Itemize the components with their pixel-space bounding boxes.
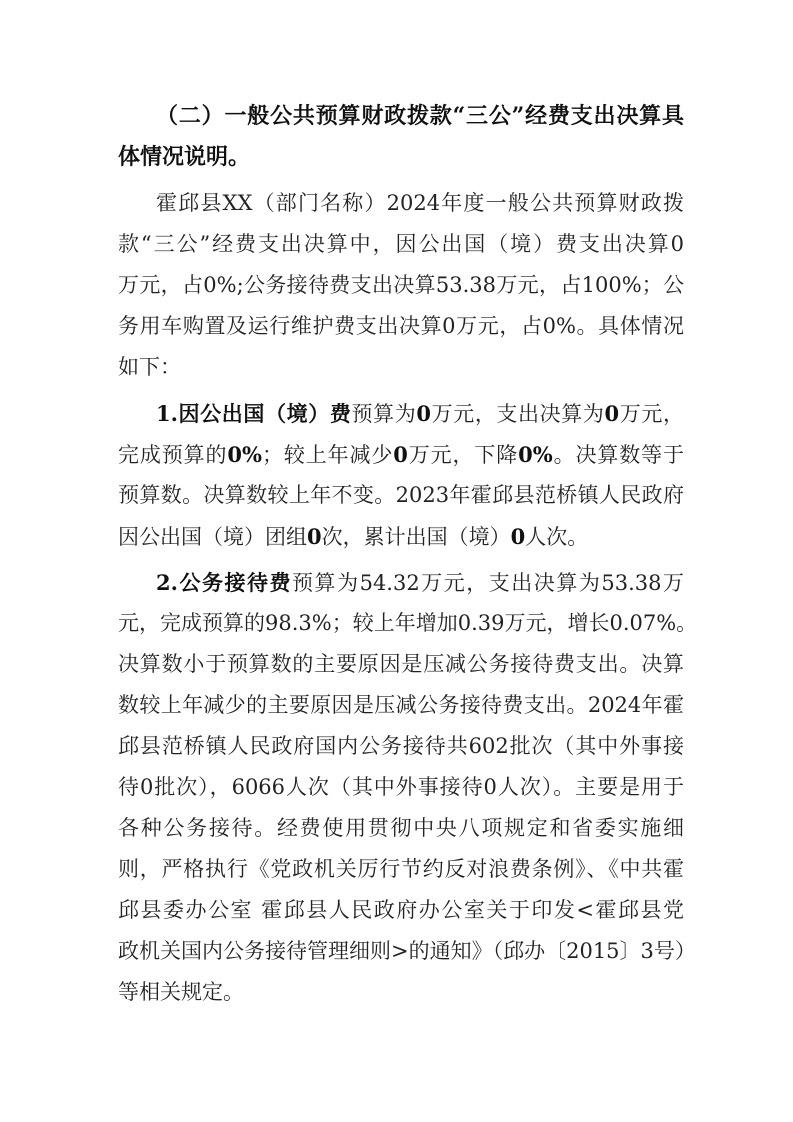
text-line bbox=[118, 306, 684, 347]
text: 预算数。决算数较上年不变。2023年霍邱县范桥镇人民政府 bbox=[118, 483, 684, 507]
text-line bbox=[118, 393, 684, 434]
text-line bbox=[118, 849, 684, 890]
bold-text: 0% bbox=[518, 442, 553, 467]
text: 决算数小于预算数的主要原因是压减公务接待费支出。决算 bbox=[118, 652, 684, 676]
text: 霍邱县XX（部门名称）2024年度一般公共预算财政拨 bbox=[156, 191, 684, 215]
text-line bbox=[118, 224, 684, 265]
text: 邱县委办公室 霍邱县人民政府办公室关于印发<霍邱县党 bbox=[118, 898, 684, 922]
text-line bbox=[118, 475, 684, 516]
paragraph bbox=[118, 183, 684, 388]
paragraph bbox=[118, 393, 684, 557]
text-line bbox=[118, 603, 698, 644]
text-line bbox=[118, 516, 684, 557]
text-line bbox=[118, 972, 684, 1013]
bold-text: 体情况说明。 bbox=[118, 144, 251, 170]
text-line bbox=[118, 726, 684, 767]
document-body bbox=[118, 96, 698, 1018]
text-line bbox=[118, 265, 684, 306]
bold-text: 0 bbox=[393, 442, 408, 467]
bold-text: 1.因公出国（境）费 bbox=[156, 401, 352, 426]
text: 预算为54.32万元，支出决算为53.38万 bbox=[292, 571, 684, 595]
text: 则，严格执行《党政机关厉行节约反对浪费条例》、《中共霍 bbox=[118, 857, 684, 881]
bold-text: 0 bbox=[416, 401, 431, 426]
text-line bbox=[118, 183, 684, 224]
text: 次，累计出国（境） bbox=[321, 525, 511, 549]
text-line bbox=[118, 434, 684, 475]
text: 待0批次），6066人次（其中外事接待0人次）。主要是用于 bbox=[118, 775, 684, 799]
text-line bbox=[118, 890, 684, 931]
text: 款“三公”经费支出决算中，因公出国（境）费支出决算0 bbox=[118, 232, 684, 256]
text: 各种公务接待。经费使用贯彻中央八项规定和省委实施细 bbox=[118, 816, 684, 840]
text: 务用车购置及运行维护费支出决算0万元，占0%。具体情况 bbox=[118, 314, 684, 338]
text: 如下： bbox=[118, 355, 181, 379]
text: 完成预算的 bbox=[118, 443, 228, 467]
text: 元，完成预算的98.3%；较上年增加0.39万元，增长0.07%。 bbox=[118, 611, 698, 635]
text: 万元，下降 bbox=[407, 443, 519, 467]
text-line bbox=[118, 685, 684, 726]
text: 万元，占0%;公务接待费支出决算53.38万元，占100%；公 bbox=[118, 273, 684, 297]
bold-text: 0 bbox=[307, 524, 322, 549]
paragraph bbox=[118, 562, 698, 1013]
text: 因公出国（境）团组 bbox=[118, 525, 307, 549]
text: 等相关规定。 bbox=[118, 980, 244, 1004]
bold-text: 0% bbox=[227, 442, 262, 467]
text: 万元， bbox=[619, 402, 685, 426]
text: 预算为 bbox=[351, 402, 417, 426]
text: 邱县范桥镇人民政府国内公务接待共602批次（其中外事接 bbox=[118, 734, 684, 758]
bold-text: 2.公务接待费 bbox=[156, 570, 293, 595]
bold-text: 0 bbox=[510, 524, 526, 549]
text-line bbox=[118, 347, 684, 388]
text-line bbox=[118, 96, 684, 137]
text-line bbox=[118, 562, 684, 603]
text-line bbox=[118, 767, 684, 808]
text-line bbox=[118, 931, 696, 972]
text-line bbox=[118, 137, 684, 178]
text: 。决算数等于 bbox=[552, 443, 685, 467]
text: 政机关国内公务接待管理细则>的通知》（邱办〔2015〕3号） bbox=[118, 939, 696, 963]
text: 万元，支出决算为 bbox=[430, 402, 605, 426]
bold-text: 0 bbox=[604, 401, 620, 426]
text-line bbox=[118, 644, 684, 685]
section-heading bbox=[118, 96, 684, 178]
text: 人次。 bbox=[525, 525, 589, 549]
bold-text: （二）一般公共预算财政拨款“三公”经费支出决算具 bbox=[156, 103, 684, 129]
text: ；较上年减少 bbox=[261, 443, 394, 467]
text: 数较上年减少的主要原因是压减公务接待费支出。2024年霍 bbox=[118, 693, 684, 717]
text-line bbox=[118, 808, 684, 849]
